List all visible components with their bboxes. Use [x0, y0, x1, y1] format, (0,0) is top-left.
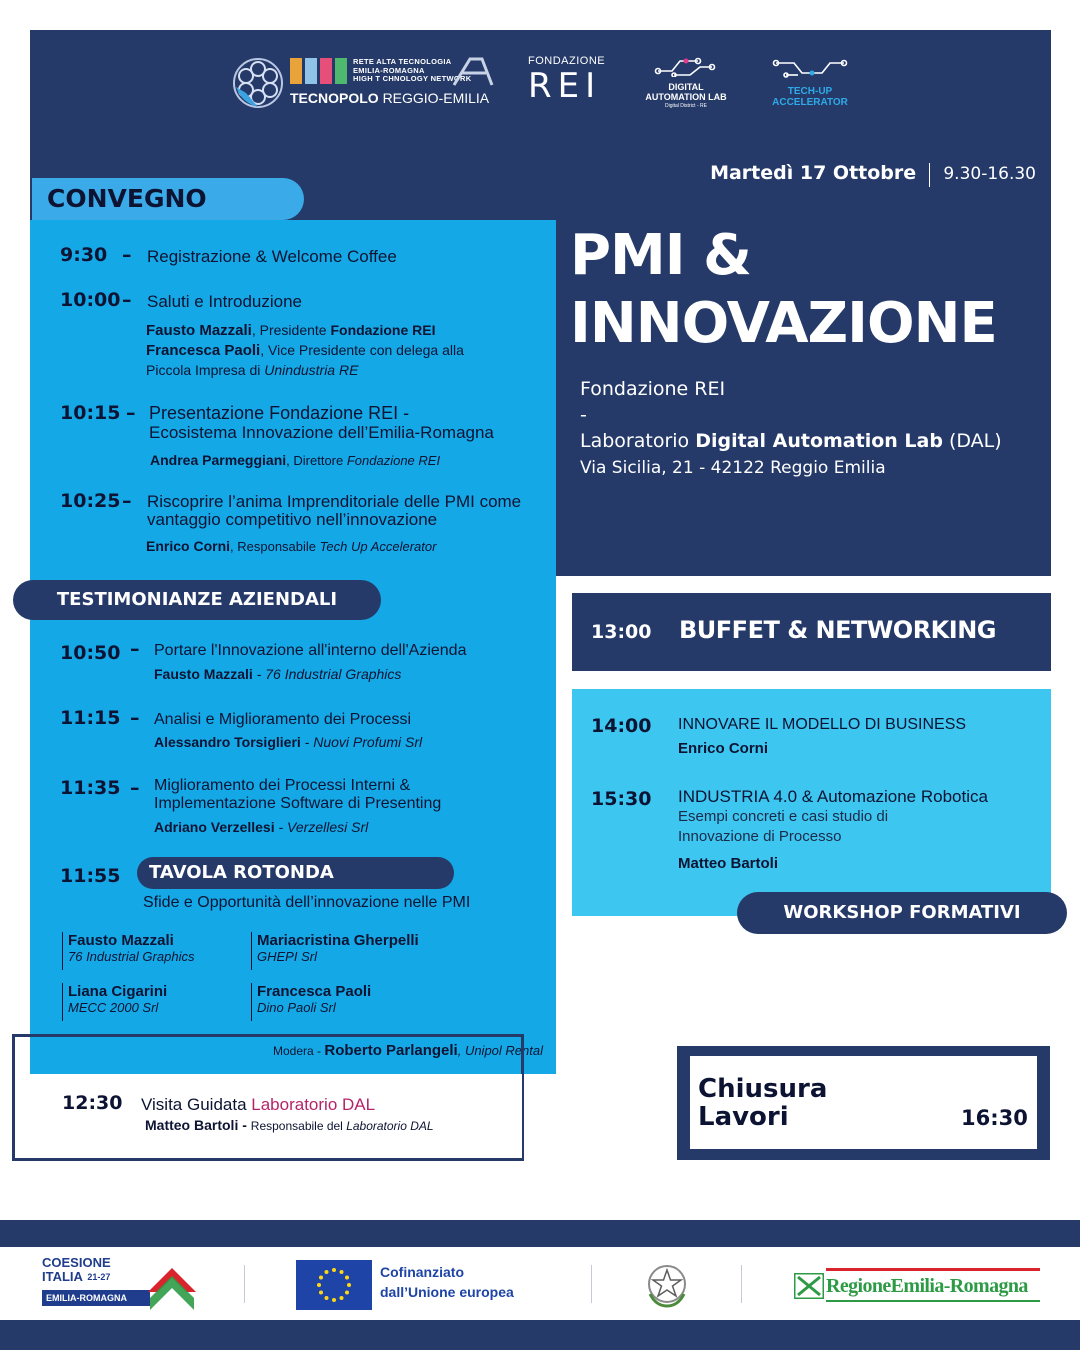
panelist-2: Mariacristina Gherpelli GHEPI Srl	[251, 932, 419, 970]
schedule-item-1050: 10:50 – Portare l'Innovazione all'interno dell'Azienda Fausto Mazzali - 76 Industrial Graphics	[60, 638, 467, 682]
round-table-label: TAVOLA ROTONDA	[137, 857, 454, 889]
coesione-region: EMILIA-ROMAGNA	[42, 1290, 150, 1306]
workshop-label: WORKSHOP FORMATIVI	[737, 892, 1067, 934]
round-table-subtitle: Sfide e Opportunità dell’innovazione nelle PMI	[143, 894, 471, 911]
panelist-4: Francesca Paoli Dino Paoli Srl	[251, 983, 371, 1021]
tecnopolo-brand-bold: TECNOPOLO	[290, 90, 379, 106]
eu-flag-icon	[296, 1260, 372, 1310]
dal-logo-line3: Digital District - RE	[665, 103, 707, 109]
tech-up-accelerator-logo	[762, 55, 858, 113]
buffet-label: BUFFET & NETWORKING	[679, 616, 996, 644]
rei-logo-main: REI	[528, 66, 602, 106]
schedule-item-1135: 11:35 – Miglioramento dei Processi Interni & Implementazione Software di Presenting Adriano Verzellesi - Verzellesi Srl	[60, 777, 442, 835]
tecnopolo-a-icon	[452, 57, 494, 87]
convegno-label: CONVEGNO	[32, 178, 304, 220]
venue-line3: Laboratorio Digital Automation Lab (DAL)	[580, 430, 1002, 452]
coesione-arrow-icon	[142, 1258, 200, 1312]
eu-logo	[296, 1260, 576, 1310]
circuit-icon	[654, 55, 718, 77]
coesione-years: 21-27	[87, 1272, 111, 1282]
tecnopolo-emblem-icon	[232, 57, 284, 109]
event-title-line2: INNOVAZIONE	[570, 291, 997, 356]
italian-emblem-icon	[642, 1258, 692, 1310]
dal-logo-line1: DIGITAL	[668, 82, 704, 92]
testimonianze-label: TESTIMONIANZE AZIENDALI	[13, 580, 381, 620]
workshop-desc-1: Esempi concreti e casi studio di	[678, 808, 889, 825]
event-title	[570, 222, 997, 358]
venue-address: Via Sicilia, 21 - 42122 Reggio Emilia	[580, 458, 886, 478]
tecnopolo-line2: EMILIA-ROMAGNA	[353, 65, 425, 75]
coesione-line1: COESIONE	[42, 1255, 111, 1270]
event-date-day: Martedì 17 Ottobre	[710, 162, 917, 184]
moderator: Modera - Roberto Parlangeli, Unipol Rental	[273, 1042, 543, 1059]
tecnopolo-logo	[232, 55, 502, 115]
closing-time: 16:30	[961, 1106, 1028, 1130]
event-title-line1: PMI &	[570, 223, 751, 288]
footer-bottom-stripe	[0, 1320, 1080, 1350]
workshop-title-1: INNOVARE IL MODELLO DI BUSINESS	[678, 716, 967, 733]
techup-logo-line1: TECH-UP	[787, 86, 833, 97]
buffet-time: 13:00	[591, 621, 652, 643]
event-venue	[580, 376, 1002, 481]
schedule-item-1025: 10:25 – Riscoprire l’anima Imprenditoriale delle PMI come vantaggio competitivo nell’innovazione Enrico Corni, Responsabile Tech Up Accelerator	[60, 490, 522, 554]
digital-automation-lab-logo	[640, 55, 732, 113]
tecnopolo-line3: HIGH T CHNOLOGY NETWORK	[353, 74, 472, 83]
schedule-item-1015: 10:15 – Presentazione Fondazione REI - Ecosistema Innovazione dell’Emilia-Romagna Andrea Parmeggiani, Direttore Fondazione REI	[60, 402, 494, 468]
workshop-speaker-1: Enrico Corni	[678, 740, 769, 757]
closing-label: Chiusura Lavori	[698, 1074, 828, 1132]
footer-divider	[244, 1265, 245, 1303]
schedule-item-1115: 11:15 – Analisi e Miglioramento dei Processi Alessandro Torsiglieri - Nuovi Profumi Srl	[60, 707, 423, 750]
workshop-time-1: 14:00	[591, 715, 652, 737]
tecnopolo-line1: RETE ALTA TECNOLOGIA	[353, 57, 452, 66]
panelist-1: Fausto Mazzali 76 Industrial Graphics	[62, 932, 194, 970]
visit-box-fill	[30, 1074, 522, 1158]
footer-divider	[591, 1265, 592, 1303]
dal-logo-line2: AUTOMATION LAB	[645, 92, 727, 102]
eu-line1: Cofinanziato	[380, 1264, 464, 1280]
coesione-italia-logo	[42, 1256, 200, 1312]
event-hours: 9.30-16.30	[943, 164, 1036, 184]
workshop-time-2: 15:30	[591, 788, 652, 810]
workshop-title-2: INDUSTRIA 4.0 & Automazione Robotica	[678, 787, 988, 806]
event-date	[640, 162, 1036, 190]
rei-logo-top: FONDAZIONE	[528, 55, 606, 67]
techup-logo-line2: ACCELERATOR	[772, 97, 848, 108]
regione-name: RegioneEmilia-Romagna	[826, 1274, 1028, 1297]
workshop-desc-2: Innovazione di Processo	[678, 828, 842, 845]
schedule-item-1000: 10:00 – Saluti e Introduzione Fausto Mazzali, Presidente Fondazione REI Francesca Paoli, Vice Presidente con delega alla Piccola Impresa di Unindustria RE	[60, 289, 464, 378]
panelist-3: Liana Cigarini MECC 2000 Srl	[62, 983, 167, 1021]
venue-line1: Fondazione REI	[580, 378, 726, 400]
footer-divider	[741, 1265, 742, 1303]
venue-dash: -	[580, 404, 587, 426]
tecnopolo-color-bars	[290, 58, 350, 84]
visit-speaker: Matteo Bartoli - Responsabile del Laboratorio DAL	[145, 1117, 434, 1133]
workshop-speaker-2: Matteo Bartoli	[678, 855, 779, 872]
footer-top-stripe	[0, 1220, 1080, 1247]
coesione-line2: ITALIA	[42, 1269, 83, 1284]
visit-time: 12:30	[62, 1092, 123, 1114]
regione-emilia-romagna-logo	[794, 1268, 1040, 1304]
fondazione-rei-logo	[528, 55, 618, 113]
visit-title: Visita Guidata Laboratorio DAL	[141, 1095, 376, 1114]
circuit-icon	[772, 55, 848, 81]
tecnopolo-brand-light: REGGIO-EMILIA	[382, 90, 490, 106]
date-divider	[929, 163, 930, 187]
eu-line2: dall’Unione europea	[380, 1284, 514, 1300]
round-table-time: 11:55	[60, 865, 121, 887]
regione-flag-icon	[794, 1273, 824, 1299]
schedule-item-0930: 9:30 – Registrazione & Welcome Coffee	[60, 244, 397, 266]
